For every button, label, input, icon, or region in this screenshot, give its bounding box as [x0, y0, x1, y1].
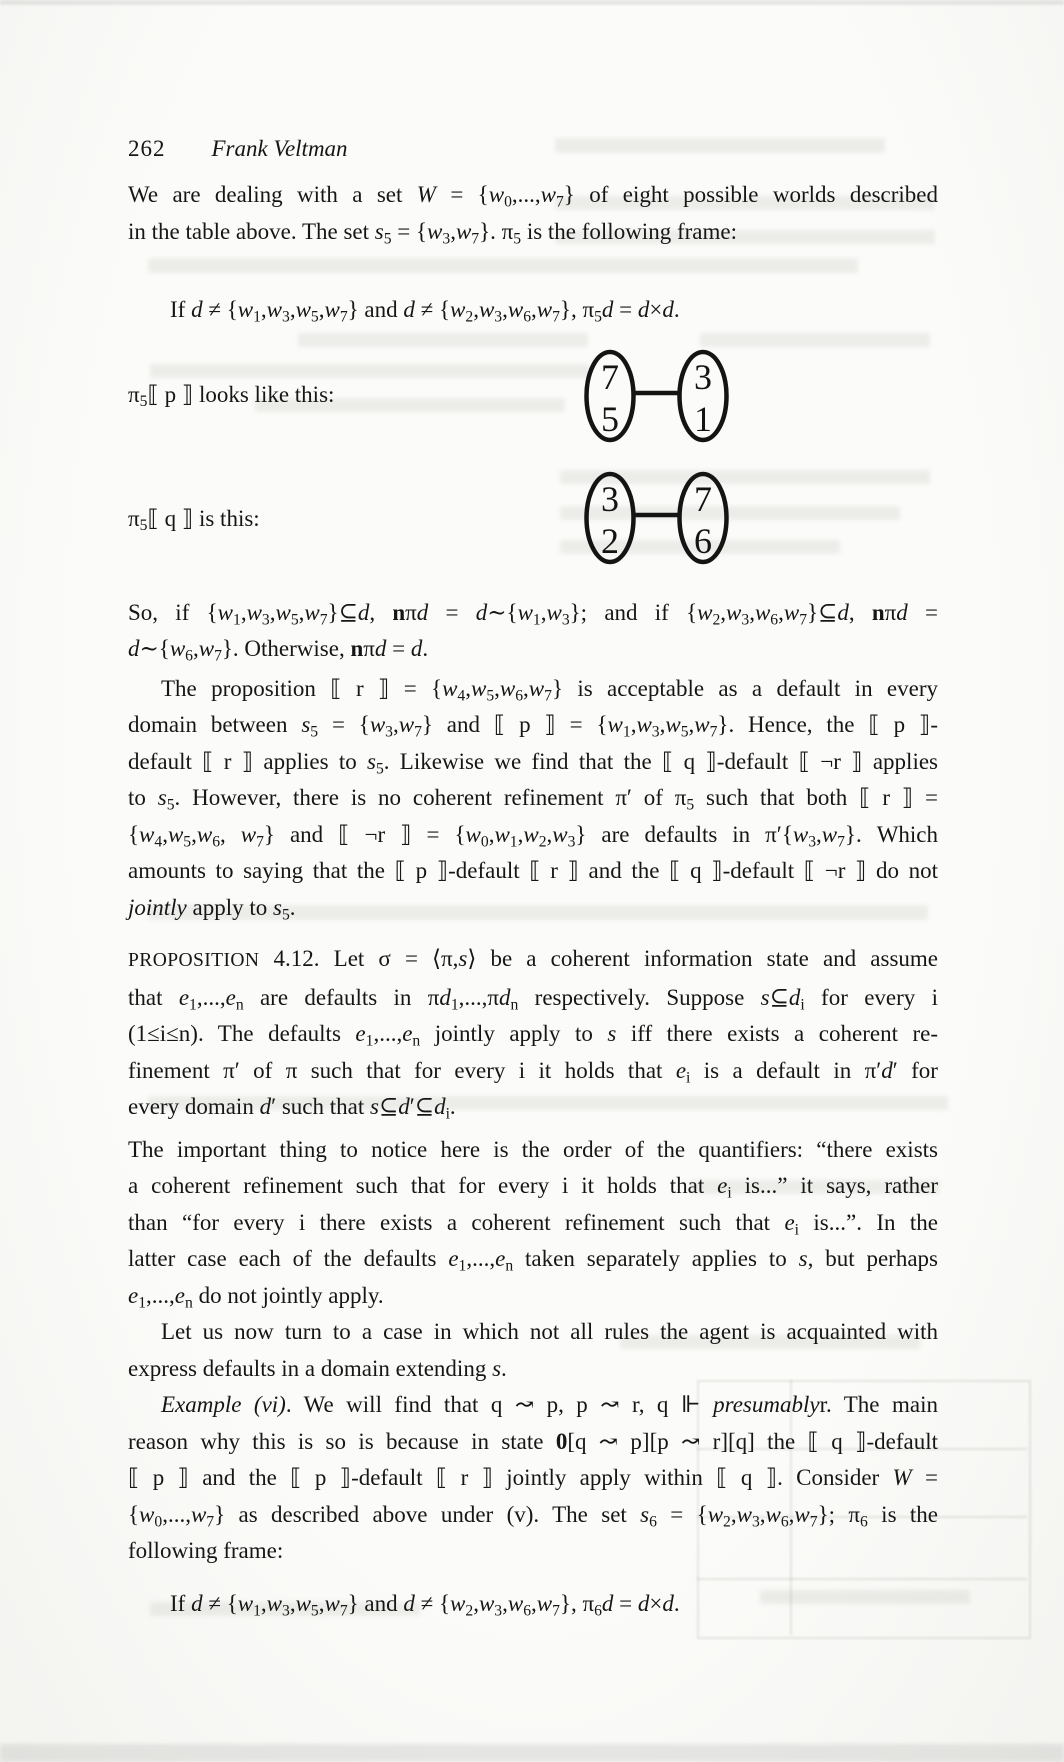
paragraph-quantifiers	[128, 1132, 938, 1315]
text-line: a coherent refinement such that for every i it holds that $e_i$ is...” it says, rather	[128, 1173, 938, 1202]
text-line: to $s_5$. However, there is no coherent refinement π′ of $\pi_5$ such that both ⟦ r ⟧ =	[128, 785, 939, 814]
text-line: (1≤i≤n). The defaults $e_1,...,e_n$ jointly apply to s iff there exists a coherent re-	[128, 1021, 939, 1050]
figure-label-q: $\pi_5⟦$ q ⟧ is this:	[128, 505, 260, 534]
text-line: ⟦ p ⟧ and the ⟦ p ⟧-default ⟦ r ⟧ jointly apply within ⟦ q ⟧. Consider W =	[128, 1465, 938, 1490]
text-line: finement π′ of π such that for every i it holds that $e_i$ is a default in π′d′ for	[128, 1057, 938, 1086]
node-label: 3	[601, 478, 619, 519]
text-line: jointly apply to $s_5$.	[128, 894, 296, 923]
text-line: latter case each of the defaults $e_1,...,e_n$ taken separately applies to s, but perhaps	[128, 1246, 938, 1275]
text-line: The proposition ⟦ r ⟧ = $\{w_4,w_5,w_6,w_7\}$ is acceptable as a default in every	[161, 675, 938, 704]
text-line: express defaults in a domain extending s.	[128, 1355, 507, 1381]
running-head: Frank Veltman	[211, 136, 348, 161]
figure-row-p	[128, 331, 938, 459]
paragraph-intro	[128, 177, 938, 250]
paragraph-so-if	[128, 595, 938, 668]
text-line: PROPOSITION 4.12. Let σ = ⟨π,s⟩ be a coherent information state and assume	[128, 946, 939, 971]
page-header	[128, 130, 938, 167]
text-line: $d\sim\{w_6,w_7\}$. Otherwise, nπd = d.	[128, 636, 429, 665]
node-label: 5	[601, 398, 619, 439]
text-block	[128, 130, 938, 1622]
text-line: We are dealing with a set $W = \{w_0,...,w_7\}$ of eight possible worlds described	[128, 182, 939, 211]
text-line: that $e_1,...,e_n$ are defaults in $\pi d_1,...,\pi d_n$ respectively. Suppose $s⊆d_i$ for every i	[128, 984, 938, 1013]
node-label: 2	[601, 520, 619, 561]
equation-frame-pi6: If $d \ne \{w_1,w_3,w_5,w_7\}$ and $d \ne \{w_2,w_3,w_6,w_7\}$, $\pi_6d = d\times d$.	[170, 1590, 680, 1619]
scan-edge-top	[0, 0, 1064, 5]
node-label: 7	[694, 478, 712, 519]
text-line: Let us now turn to a case in which not all rules the agent is acquainted with	[161, 1319, 938, 1344]
text-line: default ⟦ r ⟧ applies to $s_5$. Likewise we find that the ⟦ q ⟧-default ⟦ ¬r ⟧ applies	[128, 748, 938, 777]
text-line: amounts to saying that the ⟦ p ⟧-default ⟦ r ⟧ and the ⟦ q ⟧-default ⟦ ¬r ⟧ do not	[128, 858, 938, 883]
node-label: 6	[694, 520, 712, 561]
text-line: $\{w_0,...,w_7\}$ as described above under (v). The set $s_6 = \{w_2,w_3,w_6,w_7\}$; $\pi_6$ is the	[128, 1501, 938, 1530]
text-line: in the table above. The set $s_5 = \{w_3,w_7\}$. $\pi_5$ is the following frame:	[128, 218, 737, 247]
text-line: Example (vi). We will find that q ↝ p, p ↝ r, q ⊩ presumablyr. The main	[161, 1392, 938, 1417]
paragraph-example-vi	[128, 1387, 938, 1570]
text-line: So, if $\{w_1,w_3,w_5,w_7\}⊆d$, $n\pi d = d\sim\{w_1,w_3\}$; and if $\{w_2,w_3,w_6,w_7\}⊆d$, nπd =	[128, 599, 938, 628]
paragraph-proposition-r	[128, 671, 938, 927]
scan-edge-bottom	[0, 1744, 1064, 1762]
frame-diagram-p	[583, 331, 733, 461]
text-line: The important thing to notice here is the order of the quantifiers: “there exists	[128, 1136, 938, 1162]
node-label: 3	[694, 356, 712, 397]
figure-row-q	[128, 453, 938, 585]
text-line: every domain d′ such that $s⊆d'⊆d_i$.	[128, 1094, 456, 1123]
paragraph-let-us-now	[128, 1314, 938, 1387]
text-line: domain between $s_5 = \{w_3,w_7\}$ and ⟦ p ⟧ = $\{w_1,w_3,w_5,w_7\}$. Hence, the ⟦ p ⟧-	[128, 712, 938, 741]
text-line: reason why this is so is because in state 0[q ↝ p][p ↝ r][q] the ⟦ q ⟧-default	[128, 1428, 939, 1454]
proposition-4-12	[128, 941, 938, 1126]
node-label: 7	[601, 356, 619, 397]
text-line: {$w_4,w_5,w_6$, $w_7$} and ⟦ ¬r ⟧ = $\{w_0,w_1,w_2,w_3\}$ are defaults in $\pi'\{w_3,w_7\}$. Which	[128, 821, 939, 850]
page-number: 262	[128, 136, 166, 161]
frame-diagram-q	[583, 453, 733, 583]
node-label: 1	[694, 398, 712, 439]
text-line: than “for every i there exists a coherent refinement such that $e_i$ is...”. In the	[128, 1209, 939, 1238]
text-line: $e_1,...,e_n$ do not jointly apply.	[128, 1282, 384, 1311]
text-line: following frame:	[128, 1538, 284, 1563]
equation-frame-pi5: If $d \ne \{w_1,w_3,w_5,w_7\}$ and $d \ne \{w_2,w_3,w_6,w_7\}$, $\pi_5d = d\times d$.	[170, 297, 680, 326]
figure-label-p: $\pi_5⟦$ p ⟧ looks like this:	[128, 381, 335, 410]
